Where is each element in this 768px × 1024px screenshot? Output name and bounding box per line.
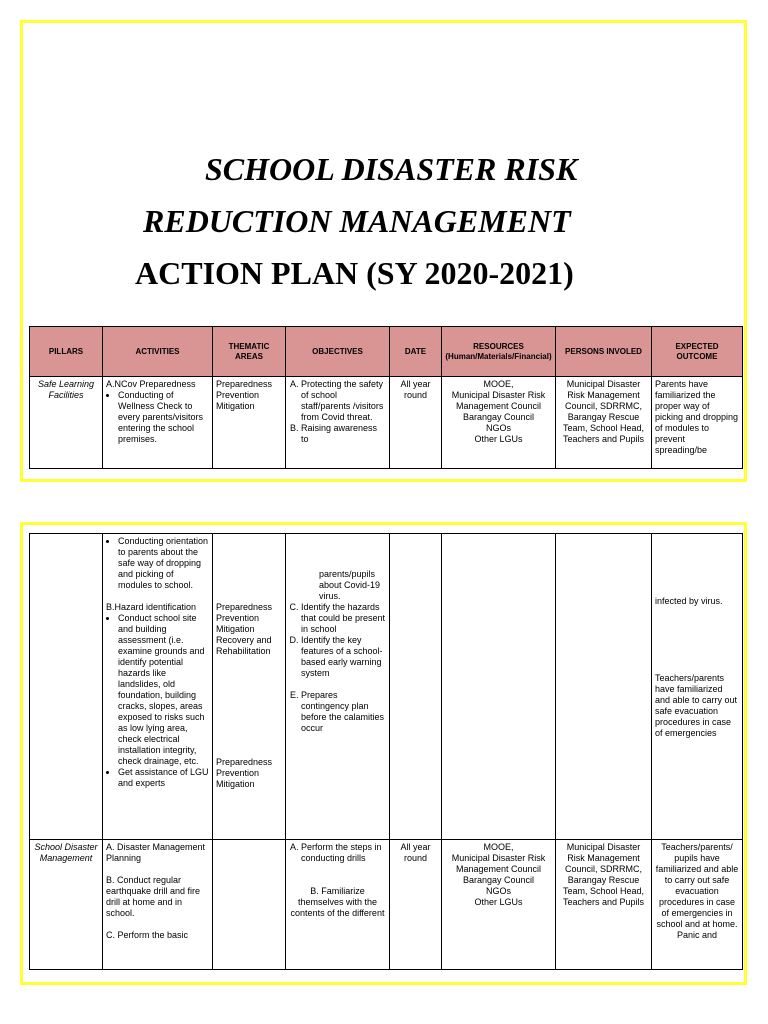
outcome-cell (652, 534, 743, 840)
thematic-cell (213, 534, 286, 840)
date-cell: All year round (390, 840, 442, 970)
resource-item: Municipal Disaster Risk Management Council (451, 853, 546, 874)
thematic-item: Preparedness (216, 602, 273, 612)
activity-a: A. Disaster Management Planning (106, 842, 206, 863)
objectives-cell (286, 840, 390, 970)
thematic-item: Prevention (216, 768, 260, 778)
resources-cell (442, 840, 556, 970)
activity-heading: B.Hazard identification (106, 602, 197, 612)
activity-b: B. Conduct regular earthquake drill and fire drill at home and in school. (106, 875, 201, 918)
activities-cell (103, 534, 213, 840)
header-objectives: OBJECTIVES (286, 327, 390, 377)
objective-b: B. Raising awareness to (301, 423, 386, 445)
activity-bullet: • Conducting orientation to parents about the safe way of dropping and picking of modules to school. (118, 536, 209, 591)
activity-bullet: • Get assistance of LGU and experts (118, 767, 209, 789)
objective-e: E. Prepares contingency plan before the calamities occur (301, 690, 386, 734)
page-1 (20, 20, 747, 482)
objective-a: A. Protecting the safety of school staff/parents /visitors from Covid threat. (301, 379, 386, 423)
resources-cell-empty (442, 534, 556, 840)
thematic-item: Prevention (216, 613, 260, 623)
outcome-text: Teachers/parents have familiarized and able to carry out safe evacuation procedures in case of emergencies (655, 673, 738, 738)
thematic-item: Preparedness (216, 757, 273, 767)
persons-cell: Municipal Disaster Risk Management Council, SDRRMC, Barangay Rescue Team, School Head, Teachers and Pupils (556, 840, 652, 970)
objective-d: D. Identify the key features of a school-based early warning system (301, 635, 386, 679)
title-line-2: REDUCTION MANAGEMENT (143, 203, 571, 239)
thematic-item: Prevention (216, 390, 260, 400)
date-cell-empty (390, 534, 442, 840)
action-plan-table-top (29, 326, 743, 469)
thematic-item: Mitigation (216, 401, 255, 411)
thematic-cell (213, 377, 286, 469)
pillar-cell: Safe Learning Facilities (30, 377, 103, 469)
header-pillars: PILLARS (30, 327, 103, 377)
outcome-cell: Parents have familiarized the proper way of picking and dropping of modules to prevent spreading/be (652, 377, 743, 469)
resource-item: MOOE, (483, 842, 514, 852)
thematic-item: Recovery and Rehabilitation (216, 635, 272, 656)
objective-a: A. Perform the steps in conducting drills (301, 842, 386, 864)
resource-item: Municipal Disaster Risk Management Council (451, 390, 546, 411)
thematic-item: Mitigation (216, 624, 255, 634)
title-line-3: ACTION PLAN (SY 2020-2021) (135, 255, 574, 291)
persons-cell: Municipal Disaster Risk Management Council, SDRRMC, Barangay Rescue Team, School Head, Teachers and Pupils (556, 377, 652, 469)
pillar-cell: School Disaster Management (30, 840, 103, 970)
thematic-item: Preparedness (216, 379, 273, 389)
outcome-cell (652, 840, 743, 970)
header-resources: RESOURCES (Human/Materials/Financial) (442, 327, 556, 377)
header-expected-outcome: EXPECTED OUTCOME (652, 327, 743, 377)
resource-item: Other LGUs (474, 434, 523, 444)
persons-cell-empty (556, 534, 652, 840)
objective-b: B. Familiarize themselves with the contents of the different (290, 886, 385, 918)
objectives-cell (286, 534, 390, 840)
thematic-item: Mitigation (216, 779, 255, 789)
activity-bullet: • Conduct school site and building assessment (i.e. examine grounds and identify potential hazards like landslides, old foundation, building cracks, slopes, areas exposed to risks such as low lying area, check electrical installation integrity, check drainage, etc. (118, 613, 209, 767)
header-date: DATE (390, 327, 442, 377)
date-cell: All year round (390, 377, 442, 469)
resource-item: Barangay Council (462, 412, 535, 422)
resource-item: Other LGUs (474, 897, 523, 907)
title-line-1: SCHOOL DISASTER RISK (205, 151, 578, 187)
objective-continued: parents/pupils about Covid-19 virus. (319, 569, 381, 601)
objective-c: C. Identify the hazards that could be present in school (301, 602, 386, 635)
resources-cell (442, 377, 556, 469)
activities-cell (103, 840, 213, 970)
outcome-tail: Panic and (676, 930, 718, 940)
objectives-cell (286, 377, 390, 469)
outcome-text: Teachers/parents/ pupils have familiarized and able to carry out safe evacuation procedures in case of emergencies in school and at home. (655, 842, 739, 929)
activity-heading: A.NCov Preparedness (106, 379, 196, 389)
header-persons: PERSONS INVOLED (556, 327, 652, 377)
header-activities: ACTIVITIES (103, 327, 213, 377)
outcome-text: infected by virus. (655, 596, 723, 606)
header-thematic-areas: THEMATIC AREAS (213, 327, 286, 377)
resource-item: NGOs (485, 423, 511, 433)
thematic-cell-empty (213, 840, 286, 970)
resource-item: MOOE, (483, 379, 514, 389)
page-2 (20, 522, 747, 985)
activity-bullet: • Conducting of Wellness Check to every parents/visitors entering the school premises. (118, 390, 209, 445)
pillar-cell-empty (30, 534, 103, 840)
resource-item: Barangay Council (462, 875, 535, 885)
action-plan-table-continued (29, 533, 743, 970)
resource-item: NGOs (485, 886, 511, 896)
activities-cell (103, 377, 213, 469)
activity-c: C. Perform the basic (106, 930, 189, 940)
